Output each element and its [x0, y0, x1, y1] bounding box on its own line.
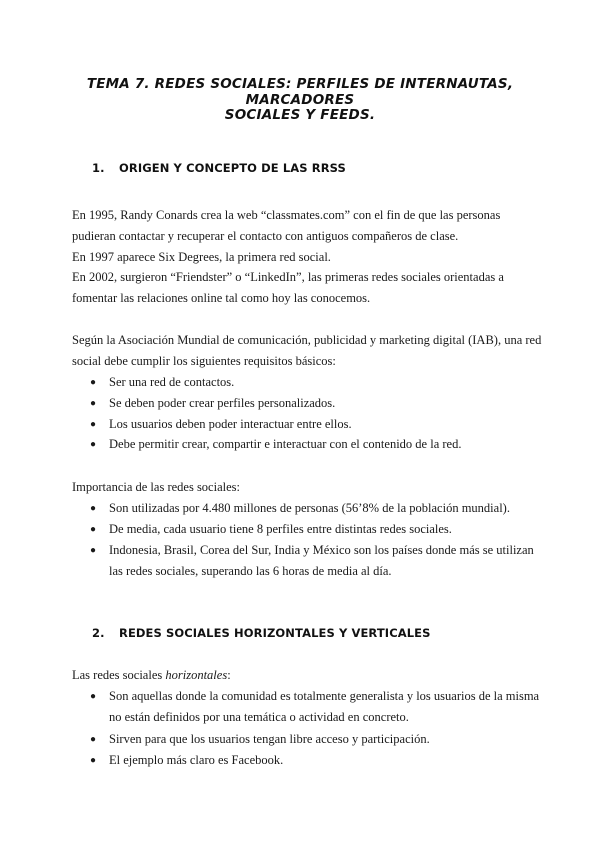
- bullet-icon: ●: [90, 419, 97, 430]
- section-2-heading: [92, 626, 431, 640]
- list-item-text: De media, cada usuario tiene 8 perfiles entre distintas redes sociales.: [109, 522, 452, 536]
- bullet-icon: ●: [90, 398, 97, 409]
- list-item-text: El ejemplo más claro es Facebook.: [109, 753, 284, 767]
- intro-line-2: pudieran contactar y recuperar el contacto con antiguos compañeros de clase.: [72, 229, 459, 243]
- list-item-text: Se deben poder crear perfiles personalizados.: [109, 396, 336, 410]
- document-title-line-1: TEMA 7. REDES SOCIALES: PERFILES DE INTERNAUTAS, MARCADORES: [86, 76, 514, 108]
- bullet-icon: ●: [90, 691, 97, 702]
- list-item-text-continued: no están definidos por una temática o actividad en concreto.: [109, 710, 409, 724]
- section-2-intro-prefix: Las redes sociales: [72, 668, 166, 682]
- bullet-icon: ●: [90, 439, 97, 450]
- iab-line-1: Según la Asociación Mundial de comunicación, publicidad y marketing digital (IAB), una red: [72, 333, 542, 347]
- list-item-text: Son utilizadas por 4.480 millones de personas (56’8% de la población mundial).: [109, 501, 510, 515]
- bullet-icon: ●: [90, 524, 97, 535]
- document-title-line-2: SOCIALES Y FEEDS.: [224, 107, 376, 123]
- bullet-icon: ●: [90, 734, 97, 745]
- list-item-text: Indonesia, Brasil, Corea del Sur, India y México son los países donde más se utilizan: [109, 543, 534, 557]
- importancia-label: Importancia de las redes sociales:: [72, 480, 240, 494]
- intro-line-3: En 1997 aparece Six Degrees, la primera red social.: [72, 250, 331, 264]
- list-item-text: Sirven para que los usuarios tengan libre acceso y participación.: [109, 732, 430, 746]
- list-item-text: Ser una red de contactos.: [109, 375, 235, 389]
- section-1-number: 1.: [92, 161, 105, 175]
- list-item-text-continued: las redes sociales, superando las 6 horas de media al día.: [109, 564, 392, 578]
- list-item-text: Son aquellas donde la comunidad es totalmente generalista y los usuarios de la misma: [109, 689, 540, 703]
- section-2-intro: [72, 665, 542, 686]
- bullet-icon: ●: [90, 545, 97, 556]
- section-2-intro-emphasis: horizontales: [165, 668, 228, 682]
- section-1-heading: [92, 161, 346, 175]
- bullet-icon: ●: [90, 755, 97, 766]
- iab-line-2: social debe cumplir los siguientes requisitos básicos:: [72, 354, 336, 368]
- section-2-intro-suffix: :: [227, 668, 231, 682]
- bullet-icon: ●: [90, 503, 97, 514]
- bullet-icon: ●: [90, 377, 97, 388]
- intro-line-5: fomentar las relaciones online tal como hoy las conocemos.: [72, 291, 371, 305]
- intro-line-1: En 1995, Randy Conards crea la web “classmates.com” con el fin de que las personas: [72, 208, 501, 222]
- intro-line-4: En 2002, surgieron “Friendster” o “LinkedIn”, las primeras redes sociales orientadas a: [72, 270, 504, 284]
- list-item-text: Debe permitir crear, compartir e interactuar con el contenido de la red.: [109, 437, 462, 451]
- section-1-title: ORIGEN Y CONCEPTO DE LAS RRSS: [119, 161, 346, 175]
- section-2-number: 2.: [92, 626, 105, 640]
- section-2-title: REDES SOCIALES HORIZONTALES Y VERTICALES: [119, 626, 431, 640]
- list-item-text: Los usuarios deben poder interactuar entre ellos.: [109, 417, 352, 431]
